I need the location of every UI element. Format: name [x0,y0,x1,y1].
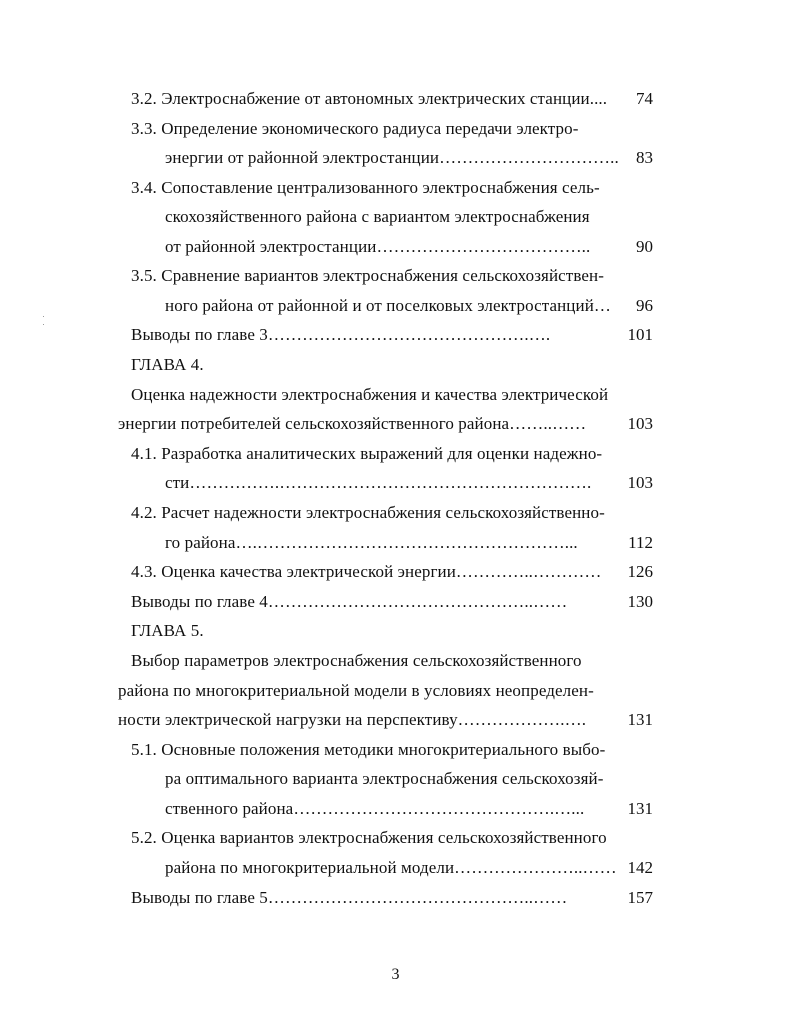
toc-conclusions-4-page: 130 [627,592,653,611]
toc-conclusions-5: Выводы по главе 5………………………………………..…… [131,888,568,907]
toc-entry-4-1-line-1: 4.1. Разработка аналитических выражений для оценки надежно- [131,444,603,463]
toc-entry-4-3-page: 126 [627,562,653,581]
toc-entry-4-2-line-1: 4.2. Расчет надежности электроснабжения сельскохозяйственно- [131,503,605,522]
toc-conclusions-5-page: 157 [627,888,653,907]
toc-entry-4-1-line-2: сти…………….………………………………………………. [165,473,592,492]
scan-speck [43,324,44,325]
toc-entry-5-2-line-2: района по многокритериальной модели…………………..…… [165,858,617,877]
toc-entry-5-1-line-3: ственного района……………………………………….…... [165,799,585,818]
chapter-4-title-line-2: энергии потребителей сельскохозяйственного района……..…… [118,414,587,433]
toc-entry-5-2-page: 142 [627,858,653,877]
toc-entry-3-5-line-2: ного района от районной и от поселковых электростанций… [165,296,612,315]
toc-conclusions-3-page: 101 [627,325,653,344]
chapter-5-title-line-1: Выбор параметров электроснабжения сельскохозяйственного [131,651,582,670]
chapter-4-title-line-1: Оценка надежности электроснабжения и качества электрической [131,385,609,404]
toc-conclusions-4: Выводы по главе 4………………………………………..…… [131,592,568,611]
toc-entry-3-5-page: 96 [636,296,653,315]
toc-entry-5-1-line-1: 5.1. Основные положения методики многокритериального выбо- [131,740,606,759]
toc-conclusions-3: Выводы по главе 3……………………………………….…. [131,325,551,344]
chapter-5-title-page: 131 [627,710,653,729]
chapter-4-title-page: 103 [627,414,653,433]
toc-entry-4-3: 4.3. Оценка качества электрической энергии…………..………… [131,562,602,581]
toc-entry-3-3-page: 83 [636,148,653,167]
toc-entry-3-3-line-2: энергии от районной электростанции………………………….. [165,148,619,167]
page-number: 3 [391,966,400,983]
chapter-5-title-line-3: ности электрической нагрузки на перспективу……………….…. [118,710,587,729]
toc-entry-3-5-line-1: 3.5. Сравнение вариантов электроснабжения сельскохозяйствен- [131,266,604,285]
toc-entry-5-2-line-1: 5.2. Оценка вариантов электроснабжения сельскохозяйственного [131,828,607,847]
chapter-5-title-line-2: района по многокритериальной модели в условиях неопределен- [118,681,594,700]
toc-entry-4-2-line-2: го района….………………………………………………... [165,533,578,552]
toc-entry-3-4-page: 90 [636,237,653,256]
chapter-4-heading: ГЛАВА 4. [131,355,204,374]
toc-entry-3-2-line-1: 3.2. Электроснабжение от автономных электрических станции.... [131,89,608,108]
toc-entry-5-1-page: 131 [627,799,653,818]
toc-entry-4-1-page: 103 [627,473,653,492]
toc-entry-3-4-line-2: скохозяйственного района с вариантом электроснабжения [165,207,590,226]
toc-entry-3-4-line-3: от районной электростанции……………………………….. [165,237,591,256]
scan-speck [43,316,44,317]
toc-entry-5-1-line-2: ра оптимального варианта электроснабжения сельскохозяй- [165,769,604,788]
toc-entry-4-2-page: 112 [628,533,653,552]
toc-entry-3-2-page: 74 [636,89,653,108]
toc-entry-3-4-line-1: 3.4. Сопоставление централизованного электроснабжения сель- [131,178,600,197]
toc-entry-3-3-line-1: 3.3. Определение экономического радиуса передачи электро- [131,119,579,138]
chapter-5-heading: ГЛАВА 5. [131,621,204,640]
